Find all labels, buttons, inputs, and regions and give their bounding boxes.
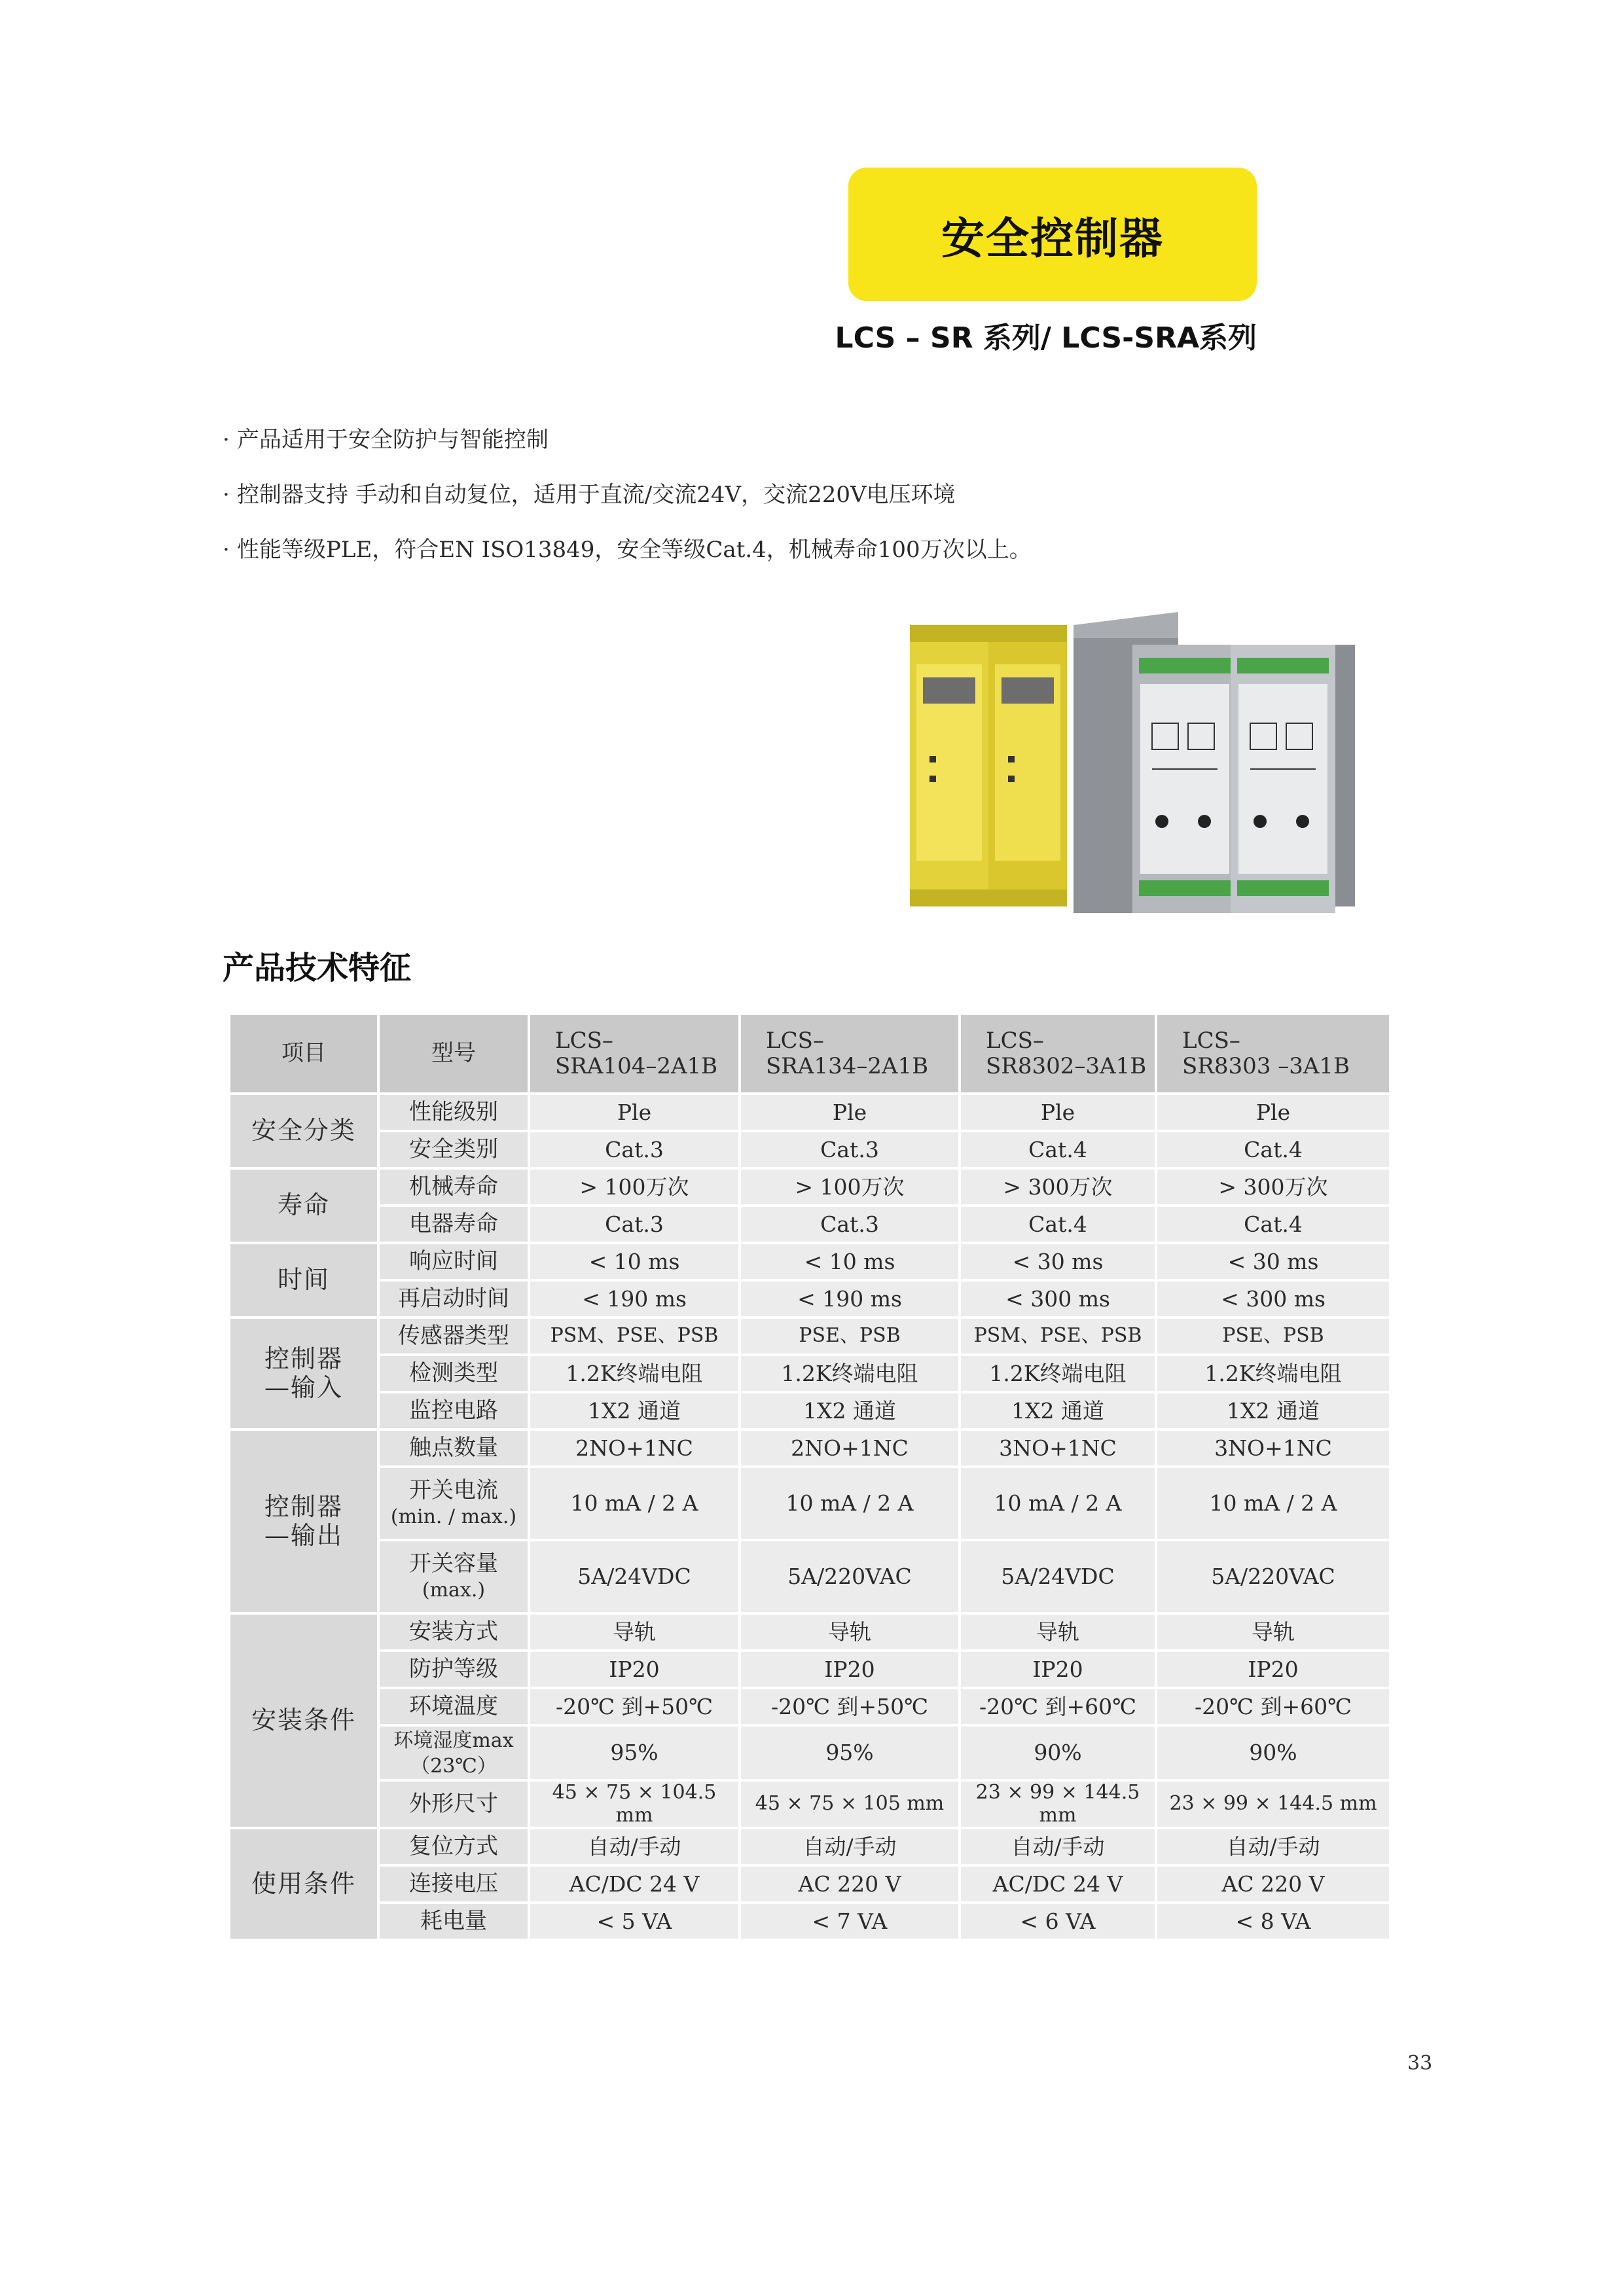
table-row bbox=[229, 1540, 1390, 1613]
value-cell: 2NO+1NC bbox=[529, 1429, 740, 1467]
table-header-row bbox=[229, 1014, 1390, 1094]
value-cell: PSM、PSE、PSB bbox=[960, 1318, 1156, 1355]
param-cell: 复位方式 bbox=[378, 1828, 529, 1865]
value-cell: < 190 ms bbox=[529, 1280, 740, 1318]
value-cell: PSM、PSE、PSB bbox=[529, 1318, 740, 1355]
feature-list bbox=[223, 412, 1270, 577]
value-cell: 45 × 75 × 105 mm bbox=[740, 1780, 960, 1828]
param-cell: 连接电压 bbox=[378, 1865, 529, 1903]
value-cell: 90% bbox=[960, 1725, 1156, 1780]
table-row bbox=[229, 1903, 1390, 1940]
value-cell: 10 mA / 2 A bbox=[1156, 1467, 1390, 1540]
group-cell: 寿命 bbox=[229, 1168, 378, 1243]
value-cell: 导轨 bbox=[960, 1613, 1156, 1651]
value-cell: 导轨 bbox=[529, 1613, 740, 1651]
value-cell: Cat.4 bbox=[960, 1131, 1156, 1168]
param-cell: 耗电量 bbox=[378, 1903, 529, 1940]
header-model-1: LCS– SRA104–2A1B bbox=[529, 1014, 740, 1094]
value-cell: > 100万次 bbox=[529, 1168, 740, 1206]
table-row bbox=[229, 1131, 1390, 1168]
value-cell: > 300万次 bbox=[1156, 1168, 1390, 1206]
value-cell: 10 mA / 2 A bbox=[960, 1467, 1156, 1540]
spec-table bbox=[228, 1013, 1392, 1941]
table-row bbox=[229, 1243, 1390, 1280]
param-cell: 传感器类型 bbox=[378, 1318, 529, 1355]
value-cell: 23 × 99 × 144.5 mm bbox=[960, 1780, 1156, 1828]
group-cell: 安装条件 bbox=[229, 1613, 378, 1828]
page-number: 33 bbox=[1407, 2052, 1433, 2075]
value-cell: 10 mA / 2 A bbox=[529, 1467, 740, 1540]
header-model-3: LCS– SR8302–3A1B bbox=[960, 1014, 1156, 1094]
value-cell: 23 × 99 × 144.5 mm bbox=[1156, 1780, 1390, 1828]
table-row bbox=[229, 1651, 1390, 1688]
table-row bbox=[229, 1318, 1390, 1355]
value-cell: 10 mA / 2 A bbox=[740, 1467, 960, 1540]
feature-text: 产品适用于安全防护与智能控制 bbox=[237, 427, 549, 453]
value-cell: Cat.4 bbox=[1156, 1131, 1390, 1168]
value-cell: Ple bbox=[529, 1094, 740, 1131]
value-cell: 1X2 通道 bbox=[529, 1392, 740, 1429]
value-cell: < 300 ms bbox=[1156, 1280, 1390, 1318]
value-cell: 1.2K终端电阻 bbox=[960, 1355, 1156, 1392]
value-cell: Ple bbox=[960, 1094, 1156, 1131]
value-cell: PSE、PSB bbox=[1156, 1318, 1390, 1355]
header-model: 型号 bbox=[378, 1014, 529, 1094]
value-cell: 2NO+1NC bbox=[740, 1429, 960, 1467]
bullet-marker: · bbox=[223, 427, 230, 453]
value-cell: < 8 VA bbox=[1156, 1903, 1390, 1940]
table-row bbox=[229, 1094, 1390, 1131]
param-cell: 环境温度 bbox=[378, 1688, 529, 1725]
param-cell: 触点数量 bbox=[378, 1429, 529, 1467]
header-model-2: LCS– SRA134–2A1B bbox=[740, 1014, 960, 1094]
table-row bbox=[229, 1780, 1390, 1828]
value-cell: IP20 bbox=[740, 1651, 960, 1688]
param-cell: 开关容量 (max.) bbox=[378, 1540, 529, 1613]
value-cell: Cat.3 bbox=[529, 1206, 740, 1243]
table-row bbox=[229, 1206, 1390, 1243]
value-cell: 导轨 bbox=[1156, 1613, 1390, 1651]
group-cell: 时间 bbox=[229, 1243, 378, 1318]
value-cell: Ple bbox=[1156, 1094, 1390, 1131]
value-cell: 3NO+1NC bbox=[960, 1429, 1156, 1467]
param-cell: 外形尺寸 bbox=[378, 1780, 529, 1828]
value-cell: < 190 ms bbox=[740, 1280, 960, 1318]
product-photo bbox=[897, 599, 1368, 926]
value-cell: < 6 VA bbox=[960, 1903, 1156, 1940]
value-cell: AC/DC 24 V bbox=[529, 1865, 740, 1903]
table-row bbox=[229, 1355, 1390, 1392]
param-cell: 防护等级 bbox=[378, 1651, 529, 1688]
series-subtitle: LCS – SR 系列/ LCS-SRA系列 bbox=[835, 321, 1257, 355]
param-cell: 性能级别 bbox=[378, 1094, 529, 1131]
header-item: 项目 bbox=[229, 1014, 378, 1094]
feature-item bbox=[223, 412, 1270, 467]
value-cell: AC 220 V bbox=[740, 1865, 960, 1903]
table-row bbox=[229, 1613, 1390, 1651]
bullet-marker: · bbox=[223, 482, 230, 508]
feature-item bbox=[223, 522, 1270, 577]
table-row bbox=[229, 1828, 1390, 1865]
value-cell: < 5 VA bbox=[529, 1903, 740, 1940]
table-row bbox=[229, 1392, 1390, 1429]
table-row bbox=[229, 1725, 1390, 1780]
value-cell: AC/DC 24 V bbox=[960, 1865, 1156, 1903]
param-cell: 再启动时间 bbox=[378, 1280, 529, 1318]
param-cell: 检测类型 bbox=[378, 1355, 529, 1392]
value-cell: 95% bbox=[740, 1725, 960, 1780]
table-row bbox=[229, 1168, 1390, 1206]
value-cell: Ple bbox=[740, 1094, 960, 1131]
header-model-4: LCS– SR8303 –3A1B bbox=[1156, 1014, 1390, 1094]
table-row bbox=[229, 1688, 1390, 1725]
table-row bbox=[229, 1467, 1390, 1540]
value-cell: 95% bbox=[529, 1725, 740, 1780]
value-cell: 5A/220VAC bbox=[1156, 1540, 1390, 1613]
param-cell: 监控电路 bbox=[378, 1392, 529, 1429]
param-cell: 开关电流 (min. / max.) bbox=[378, 1467, 529, 1540]
value-cell: 1.2K终端电阻 bbox=[529, 1355, 740, 1392]
value-cell: 90% bbox=[1156, 1725, 1390, 1780]
table-row bbox=[229, 1429, 1390, 1467]
param-cell: 电器寿命 bbox=[378, 1206, 529, 1243]
table-row bbox=[229, 1865, 1390, 1903]
value-cell: Cat.4 bbox=[960, 1206, 1156, 1243]
value-cell: 5A/220VAC bbox=[740, 1540, 960, 1613]
section-title: 产品技术特征 bbox=[223, 950, 412, 986]
value-cell: 自动/手动 bbox=[529, 1828, 740, 1865]
group-cell: 使用条件 bbox=[229, 1828, 378, 1940]
value-cell: Cat.4 bbox=[1156, 1206, 1390, 1243]
param-cell: 安全类别 bbox=[378, 1131, 529, 1168]
table-row bbox=[229, 1280, 1390, 1318]
param-cell: 机械寿命 bbox=[378, 1168, 529, 1206]
value-cell: 导轨 bbox=[740, 1613, 960, 1651]
value-cell: < 300 ms bbox=[960, 1280, 1156, 1318]
value-cell: < 10 ms bbox=[740, 1243, 960, 1280]
group-cell: 控制器 —输出 bbox=[229, 1429, 378, 1613]
value-cell: 1X2 通道 bbox=[1156, 1392, 1390, 1429]
value-cell: < 30 ms bbox=[960, 1243, 1156, 1280]
value-cell: < 10 ms bbox=[529, 1243, 740, 1280]
value-cell: -20℃ 到+50℃ bbox=[740, 1688, 960, 1725]
value-cell: 自动/手动 bbox=[1156, 1828, 1390, 1865]
value-cell: < 30 ms bbox=[1156, 1243, 1390, 1280]
value-cell: -20℃ 到+60℃ bbox=[1156, 1688, 1390, 1725]
value-cell: 1.2K终端电阻 bbox=[1156, 1355, 1390, 1392]
value-cell: -20℃ 到+50℃ bbox=[529, 1688, 740, 1725]
value-cell: 自动/手动 bbox=[960, 1828, 1156, 1865]
value-cell: Cat.3 bbox=[740, 1206, 960, 1243]
page-title: 安全控制器 bbox=[941, 213, 1164, 264]
bullet-marker: · bbox=[223, 537, 230, 563]
value-cell: Cat.3 bbox=[529, 1131, 740, 1168]
value-cell: < 7 VA bbox=[740, 1903, 960, 1940]
feature-text: 性能等级PLE，符合EN ISO13849，安全等级Cat.4，机械寿命100万次以上。 bbox=[237, 537, 1032, 563]
group-cell: 控制器 —输入 bbox=[229, 1318, 378, 1429]
value-cell: > 300万次 bbox=[960, 1168, 1156, 1206]
value-cell: IP20 bbox=[529, 1651, 740, 1688]
value-cell: 1.2K终端电阻 bbox=[740, 1355, 960, 1392]
param-cell: 响应时间 bbox=[378, 1243, 529, 1280]
value-cell: Cat.3 bbox=[740, 1131, 960, 1168]
feature-text: 控制器支持 手动和自动复位，适用于直流/交流24V，交流220V电压环境 bbox=[237, 482, 956, 508]
value-cell: 1X2 通道 bbox=[960, 1392, 1156, 1429]
value-cell: 自动/手动 bbox=[740, 1828, 960, 1865]
group-cell: 安全分类 bbox=[229, 1094, 378, 1168]
value-cell: 5A/24VDC bbox=[529, 1540, 740, 1613]
value-cell: 5A/24VDC bbox=[960, 1540, 1156, 1613]
feature-item bbox=[223, 467, 1270, 522]
title-banner bbox=[848, 168, 1257, 301]
value-cell: > 100万次 bbox=[740, 1168, 960, 1206]
value-cell: IP20 bbox=[1156, 1651, 1390, 1688]
param-cell: 环境湿度max （23℃） bbox=[378, 1725, 529, 1780]
value-cell: AC 220 V bbox=[1156, 1865, 1390, 1903]
value-cell: 1X2 通道 bbox=[740, 1392, 960, 1429]
value-cell: -20℃ 到+60℃ bbox=[960, 1688, 1156, 1725]
value-cell: IP20 bbox=[960, 1651, 1156, 1688]
value-cell: PSE、PSB bbox=[740, 1318, 960, 1355]
value-cell: 45 × 75 × 104.5 mm bbox=[529, 1780, 740, 1828]
param-cell: 安装方式 bbox=[378, 1613, 529, 1651]
value-cell: 3NO+1NC bbox=[1156, 1429, 1390, 1467]
